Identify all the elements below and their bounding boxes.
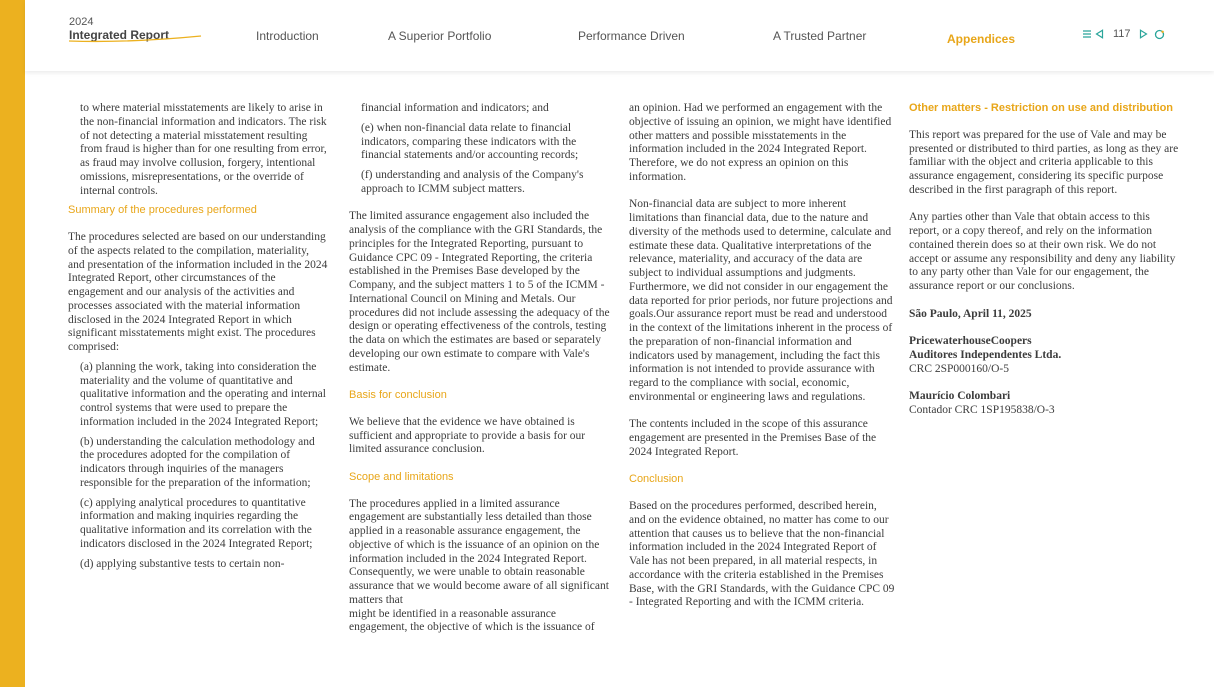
list-item: (f) understanding and analysis of the Company's approach to ICMM subject matters.: [361, 169, 584, 195]
firm-name-line-2: Auditores Independentes Ltda.: [909, 348, 1062, 361]
logo-year: 2024: [69, 16, 94, 28]
nav-superior-portfolio[interactable]: A Superior Portfolio: [388, 29, 492, 43]
list-item: (b) understanding the calculation methodology and the procedures adopted for the compilation of indicators through inquiries of the managers responsible for the preparation of the information;: [80, 435, 315, 489]
refresh-icon[interactable]: [1154, 29, 1165, 40]
next-page-icon[interactable]: [1139, 29, 1148, 39]
top-navigation-bar: [25, 0, 1214, 71]
paragraph: Any parties other than Vale that obtain access to this report, or a copy thereof, and rely on the information contained therein does so at their own risk. We do not accept or assume any responsibility and deny any liability to any party other than Vale for our engagement, the assurance report or our conclusions.: [909, 211, 1176, 292]
place-date: São Paulo, April 11, 2025: [909, 307, 1032, 320]
list-item: (c) applying analytical procedures to quantitative information and making inquiries regarding the qualitative information and its correlation with the indicators disclosed in the 2024 Integrated Report;: [80, 496, 313, 550]
paragraph: Non-financial data are subject to more inherent limitations than financial data, due to the nature and diversity of the methods used to determine, calculate and estimate these data. Qualitative interpretations of the relevance, materiality, and accuracy of the data are subject to individual assumptions and judgments. Furthermore, we did not consider in our engagement the data reported for prior periods, nor future projections and goals.Our assurance report must be read and understood in the context of the limitations inherent in the process of the preparation of non-financial information and indicators used by management, including the fact this information is not intended to provide assurance with regard to the compliance with social, economic, environmental or engineering laws and regulations.: [629, 198, 893, 403]
text-column-2: [349, 102, 615, 635]
signer-crc: Contador CRC 1SP195838/O-3: [909, 403, 1055, 416]
section-heading-procedures: Summary of the procedures performed: [68, 204, 257, 217]
paragraph: We believe that the evidence we have obtained is sufficient and appropriate to provide a basis for our limited assurance conclusion.: [349, 415, 586, 456]
paragraph: The contents included in the scope of this assurance engagement are presented in the Premises Base of the 2024 Integrated Report.: [629, 418, 877, 458]
text-column-4: [909, 102, 1179, 418]
paragraph: to where material misstatements are likely to arise in the non-financial information and indicators. The risk of not detecting a material misstatement resulting from fraud is higher than for one resulting from error, as fraud may involve collusion, forgery, intentional omissions, misrepresentations, or the override of internal controls.: [80, 102, 327, 197]
section-heading-basis: Basis for conclusion: [349, 389, 447, 401]
report-logo[interactable]: [69, 16, 169, 42]
nav-introduction[interactable]: Introduction: [256, 29, 319, 43]
paragraph: Based on the procedures performed, described herein, and on the evidence obtained, no matter has come to our attention that causes us to believe that the non-financial information included in the 2024 Integrated Report of Vale has not been prepared, in all material respects, in accordance with the criteria established in the Premises Base, with the GRI Standards, with the Guidance CPC 09 - Integrated Reporting and with the ICMM criteria.: [629, 500, 895, 609]
page-controls: [1082, 28, 1165, 40]
paragraph: The procedures applied in a limited assurance engagement are substantially less detailed than those applied in a reasonable assurance engagement, the objective of which is the issuance of an opinion on the information included in the 2024 Integrated Report. Consequently, we were unable to obtain reasonable assurance that we would become aware of all significant matters that: [349, 497, 609, 606]
section-heading-conclusion: Conclusion: [629, 473, 684, 486]
paragraph: an opinion. Had we performed an engagement with the objective of issuing an opinion, we might have identified other matters and possible misstatements in the information included in the 2024 Integrated Report. Therefore, we do not express an opinion on this information.: [629, 102, 892, 183]
prev-page-icon[interactable]: [1095, 29, 1104, 39]
list-item: financial information and indicators; and: [361, 102, 549, 114]
nav-performance-driven[interactable]: Performance Driven: [578, 29, 685, 43]
text-column-1: [68, 102, 328, 577]
left-accent-bar: [0, 0, 25, 687]
paragraph: The limited assurance engagement also included the analysis of the compliance with the GRI Standards, the principles for the Integrated Reporting, pursuant to Guidance CPC 09 - Integrated Reporting, the criteria established in the Premises Base developed by the Company, and the subject matters 1 to 5 of the ICMM - International Council on Mining and Metals. Our procedures did not include assessing the adequacy of the design or operating effectiveness of the controls, testing the data on which the estimates are based or separately developing our own estimate to compare with Vale's estimate.: [349, 210, 610, 374]
paragraph: The procedures selected are based on our understanding of the aspects related to the compilation, materiality, and presentation of the information included in the 2024 Integrated Report, other circumstances of the engagement and our analysis of the activities and processes associated with the material information disclosed in the 2024 Integrated Report in which significant misstatements might exist. The procedures comprised:: [68, 231, 328, 353]
page-number: 117: [1113, 28, 1131, 40]
logo-swoosh-icon: [69, 34, 203, 44]
paragraph: might be identified in a reasonable assurance engagement, the objective of which is the issuance of: [349, 607, 595, 634]
section-heading-other-matters: Other matters - Restriction on use and distribution: [909, 102, 1174, 114]
list-item: (e) when non-financial data relate to financial indicators, comparing these indicators with the financial statements and/or accounting records;: [361, 121, 579, 162]
paragraph: This report was prepared for the use of Vale and may be presented or distributed to third parties, as long as they are familiar with the object and criteria applicable to this assurance engagement, considering its specific purpose described in the first paragraph of this report.: [909, 128, 1179, 196]
list-item: (d) applying substantive tests to certain non-: [80, 557, 285, 570]
text-column-3: [629, 102, 895, 624]
firm-crc: CRC 2SP000160/O-5: [909, 362, 1010, 375]
nav-trusted-partner[interactable]: A Trusted Partner: [773, 29, 867, 43]
logo-title: Integrated Report: [69, 28, 170, 42]
list-item: (a) planning the work, taking into consideration the materiality and the volume of quantitative and qualitative information and the operating and internal control systems that were used to prepare the information included in the 2024 Integrated Report;: [80, 360, 326, 428]
firm-name: PricewaterhouseCoopers: [909, 335, 1032, 347]
signer-name: Maurício Colombari: [909, 390, 1011, 402]
menu-icon[interactable]: [1082, 29, 1092, 39]
section-heading-scope: Scope and limitations: [349, 470, 454, 483]
nav-appendices[interactable]: Appendices: [947, 32, 1016, 46]
